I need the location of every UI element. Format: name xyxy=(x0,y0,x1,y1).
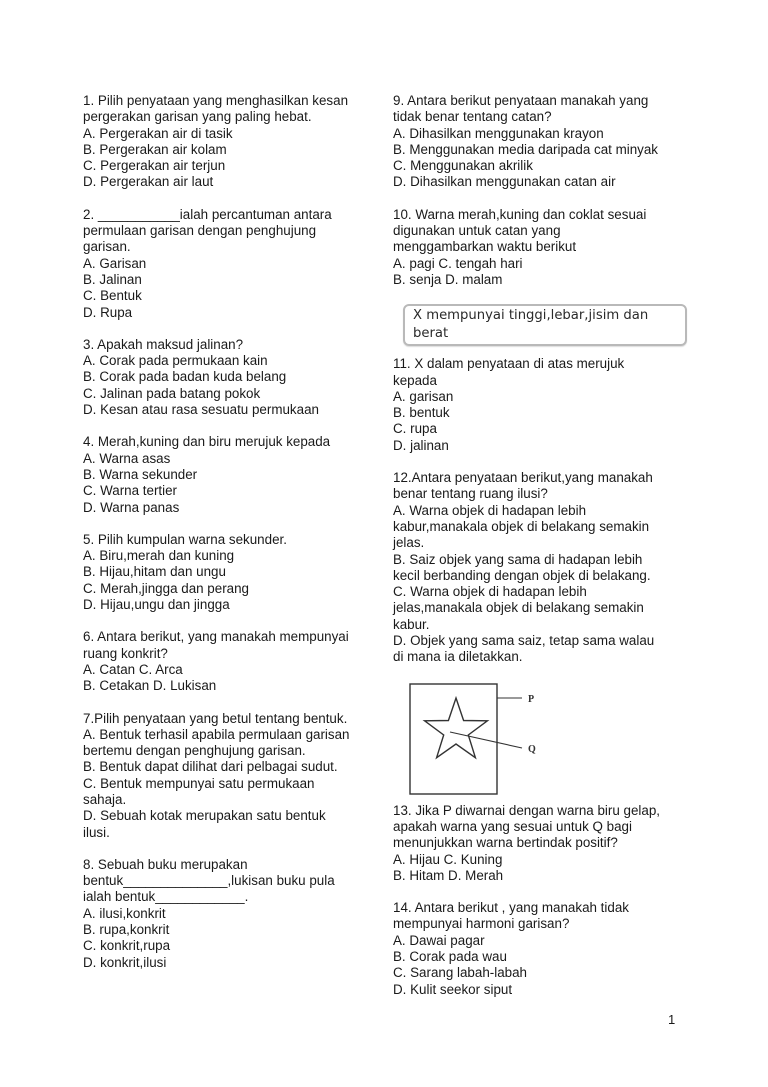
question-block xyxy=(83,337,373,418)
question-text: 5. Pilih kumpulan warna sekunder. xyxy=(83,531,287,547)
question-line: B. Jalinan xyxy=(83,271,142,287)
question-line: tidak benar tentang catan? xyxy=(393,109,552,125)
question-line: ruang konkrit? xyxy=(83,645,168,661)
question-block xyxy=(393,93,689,191)
question-line: B. Pergerakan air kolam xyxy=(83,141,227,157)
label-q: Q xyxy=(528,743,536,755)
page-number: 1 xyxy=(668,1012,676,1027)
callout-line: X mempunyai tinggi,lebar,jisim dan xyxy=(413,308,649,324)
question-line: C. Warna tertier xyxy=(83,483,178,499)
question-line: C. Jalinan pada batang pokok xyxy=(83,385,261,401)
question-line: B. Corak pada wau xyxy=(393,948,507,964)
question-line: C. Merah,jingga dan perang xyxy=(83,580,250,596)
question-text: 10. Warna merah,kuning dan coklat sesuai xyxy=(393,206,647,222)
question-block xyxy=(393,803,689,884)
right-column xyxy=(393,93,689,1014)
question-text: 6. Antara berikut, yang manakah mempunyai xyxy=(83,629,349,645)
question-line: C. Warna objek di hadapan lebih xyxy=(393,584,587,600)
question-line: D. Pergerakan air laut xyxy=(83,174,214,190)
question-line: B. Menggunakan media daripada cat minyak xyxy=(393,141,658,157)
question-line: menggambarkan waktu berikut xyxy=(393,239,577,255)
question-block xyxy=(83,93,373,191)
question-line: mempunyai harmoni garisan? xyxy=(393,916,570,932)
question-block xyxy=(83,434,373,515)
question-line: pergerakan garisan yang paling hebat. xyxy=(83,109,312,125)
question-line: D. jalinan xyxy=(393,437,449,453)
question-line: C. Sarang labah-labah xyxy=(393,965,527,981)
question-text: 9. Antara berikut penyataan manakah yang xyxy=(393,93,649,108)
questions-11-12 xyxy=(393,356,689,665)
question-line: C. Menggunakan akrilik xyxy=(393,158,533,174)
question-line: B. rupa,konkrit xyxy=(83,922,170,938)
question-line: di mana ia diletakkan. xyxy=(393,649,523,665)
label-p: P xyxy=(528,693,535,705)
question-text: 4. Merah,kuning dan biru merujuk kepada xyxy=(83,434,331,450)
question-block xyxy=(393,470,689,666)
question-line: B. Warna sekunder xyxy=(83,466,198,482)
question-line: A. Catan C. Arca xyxy=(83,661,183,677)
question-line: sahaja. xyxy=(83,791,127,807)
question-line: C. konkrit,rupa xyxy=(83,938,171,954)
question-line: A. Dawai pagar xyxy=(393,932,485,948)
question-block xyxy=(83,711,373,841)
question-line: ilusi. xyxy=(83,824,110,840)
question-line: A. Bentuk terhasil apabila permulaan garisan xyxy=(83,726,350,742)
question-line: benar tentang ruang ilusi? xyxy=(393,486,548,502)
question-block xyxy=(393,207,689,288)
question-line: B. Hijau,hitam dan ungu xyxy=(83,564,226,580)
question-text: 3. Apakah maksud jalinan? xyxy=(83,336,244,352)
question-text: 13. Jika P diwarnai dengan warna biru gelap, xyxy=(393,802,660,818)
question-text: 14. Antara berikut , yang manakah tidak xyxy=(393,900,629,916)
question-line: A. Dihasilkan menggunakan krayon xyxy=(393,125,604,141)
question-line: kepada xyxy=(393,372,437,388)
question-line: ialah bentuk____________. xyxy=(83,889,249,905)
question-line: D. Dihasilkan menggunakan catan air xyxy=(393,174,616,190)
star-in-box-diagram xyxy=(408,682,558,798)
question-block xyxy=(83,532,373,613)
question-line: B. Bentuk dapat dilihat dari pelbagai sudut. xyxy=(83,759,338,775)
question-line: D. Kesan atau rasa sesuatu permukaan xyxy=(83,402,319,418)
question-line: jelas. xyxy=(393,535,425,551)
statement-callout-box xyxy=(403,304,687,346)
star-figure xyxy=(393,682,689,800)
question-text: 1. Pilih penyataan yang menghasilkan kesan xyxy=(83,93,349,108)
question-line: A. Biru,merah dan kuning xyxy=(83,548,235,564)
question-line: kecil berbanding dengan objek di belakang. xyxy=(393,567,651,583)
question-line: C. Bentuk mempunyai satu permukaan xyxy=(83,775,315,791)
question-line: menunjukkan warna bertindak positif? xyxy=(393,835,618,851)
question-block xyxy=(393,356,689,454)
question-line: A. Warna objek di hadapan lebih xyxy=(393,502,587,518)
question-line: kabur. xyxy=(393,616,430,632)
question-line: B. Hitam D. Merah xyxy=(393,867,504,883)
question-line: B. Corak pada badan kuda belang xyxy=(83,369,287,385)
question-line: D. Kulit seekor siput xyxy=(393,981,513,997)
question-line: A. garisan xyxy=(393,388,454,404)
question-line: C. Pergerakan air terjun xyxy=(83,158,226,174)
callout-line: berat xyxy=(413,326,449,342)
question-line: A. Garisan xyxy=(83,255,147,271)
question-block xyxy=(83,207,373,321)
question-line: B. Saiz objek yang sama di hadapan lebih xyxy=(393,551,643,567)
question-line: bertemu dengan penghujung garisan. xyxy=(83,743,306,759)
question-block xyxy=(83,629,373,694)
question-line: D. Hijau,ungu dan jingga xyxy=(83,597,230,613)
question-line: D. Objek yang sama saiz, tetap sama walau xyxy=(393,633,655,649)
question-line: B. senja D. malam xyxy=(393,271,503,287)
question-line: digunakan untuk catan yang xyxy=(393,223,561,239)
question-line: A. Corak pada permukaan kain xyxy=(83,353,268,369)
question-block xyxy=(83,857,373,971)
question-text: 8. Sebuah buku merupakan xyxy=(83,856,248,872)
question-line: permulaan garisan dengan penghujung xyxy=(83,223,317,239)
question-line: C. Bentuk xyxy=(83,288,142,304)
question-text: 7.Pilih penyataan yang betul tentang bentuk. xyxy=(83,710,348,726)
question-text: 11. X dalam penyataan di atas merujuk xyxy=(393,356,625,372)
question-line: garisan. xyxy=(83,239,131,255)
question-line: A. Pergerakan air di tasik xyxy=(83,125,233,141)
left-column xyxy=(83,93,373,987)
question-line: D. Sebuah kotak merupakan satu bentuk xyxy=(83,808,326,824)
question-line: D. Warna panas xyxy=(83,499,180,515)
question-line: B. bentuk xyxy=(393,405,450,421)
question-line: A. Warna asas xyxy=(83,450,171,466)
question-line: D. Rupa xyxy=(83,304,133,320)
question-line: jelas,manakala objek di belakang semakin xyxy=(393,600,644,616)
questions-13-14 xyxy=(393,803,689,998)
question-text: 12.Antara penyataan berikut,yang manakah xyxy=(393,470,653,486)
question-line: A. pagi C. tengah hari xyxy=(393,255,523,271)
question-line: D. konkrit,ilusi xyxy=(83,954,167,970)
question-line: A. Hijau C. Kuning xyxy=(393,851,503,867)
question-line: apakah warna yang sesuai untuk Q bagi xyxy=(393,818,632,834)
question-block xyxy=(393,900,689,998)
question-line: C. rupa xyxy=(393,421,437,437)
question-line: B. Cetakan D. Lukisan xyxy=(83,678,217,694)
questions-9-10 xyxy=(393,93,689,288)
question-line: A. ilusi,konkrit xyxy=(83,905,166,921)
question-line: kabur,manakala objek di belakang semakin xyxy=(393,518,650,534)
question-text: 2. ___________ialah percantuman antara xyxy=(83,206,332,222)
question-line: bentuk______________,lukisan buku pula xyxy=(83,873,335,889)
